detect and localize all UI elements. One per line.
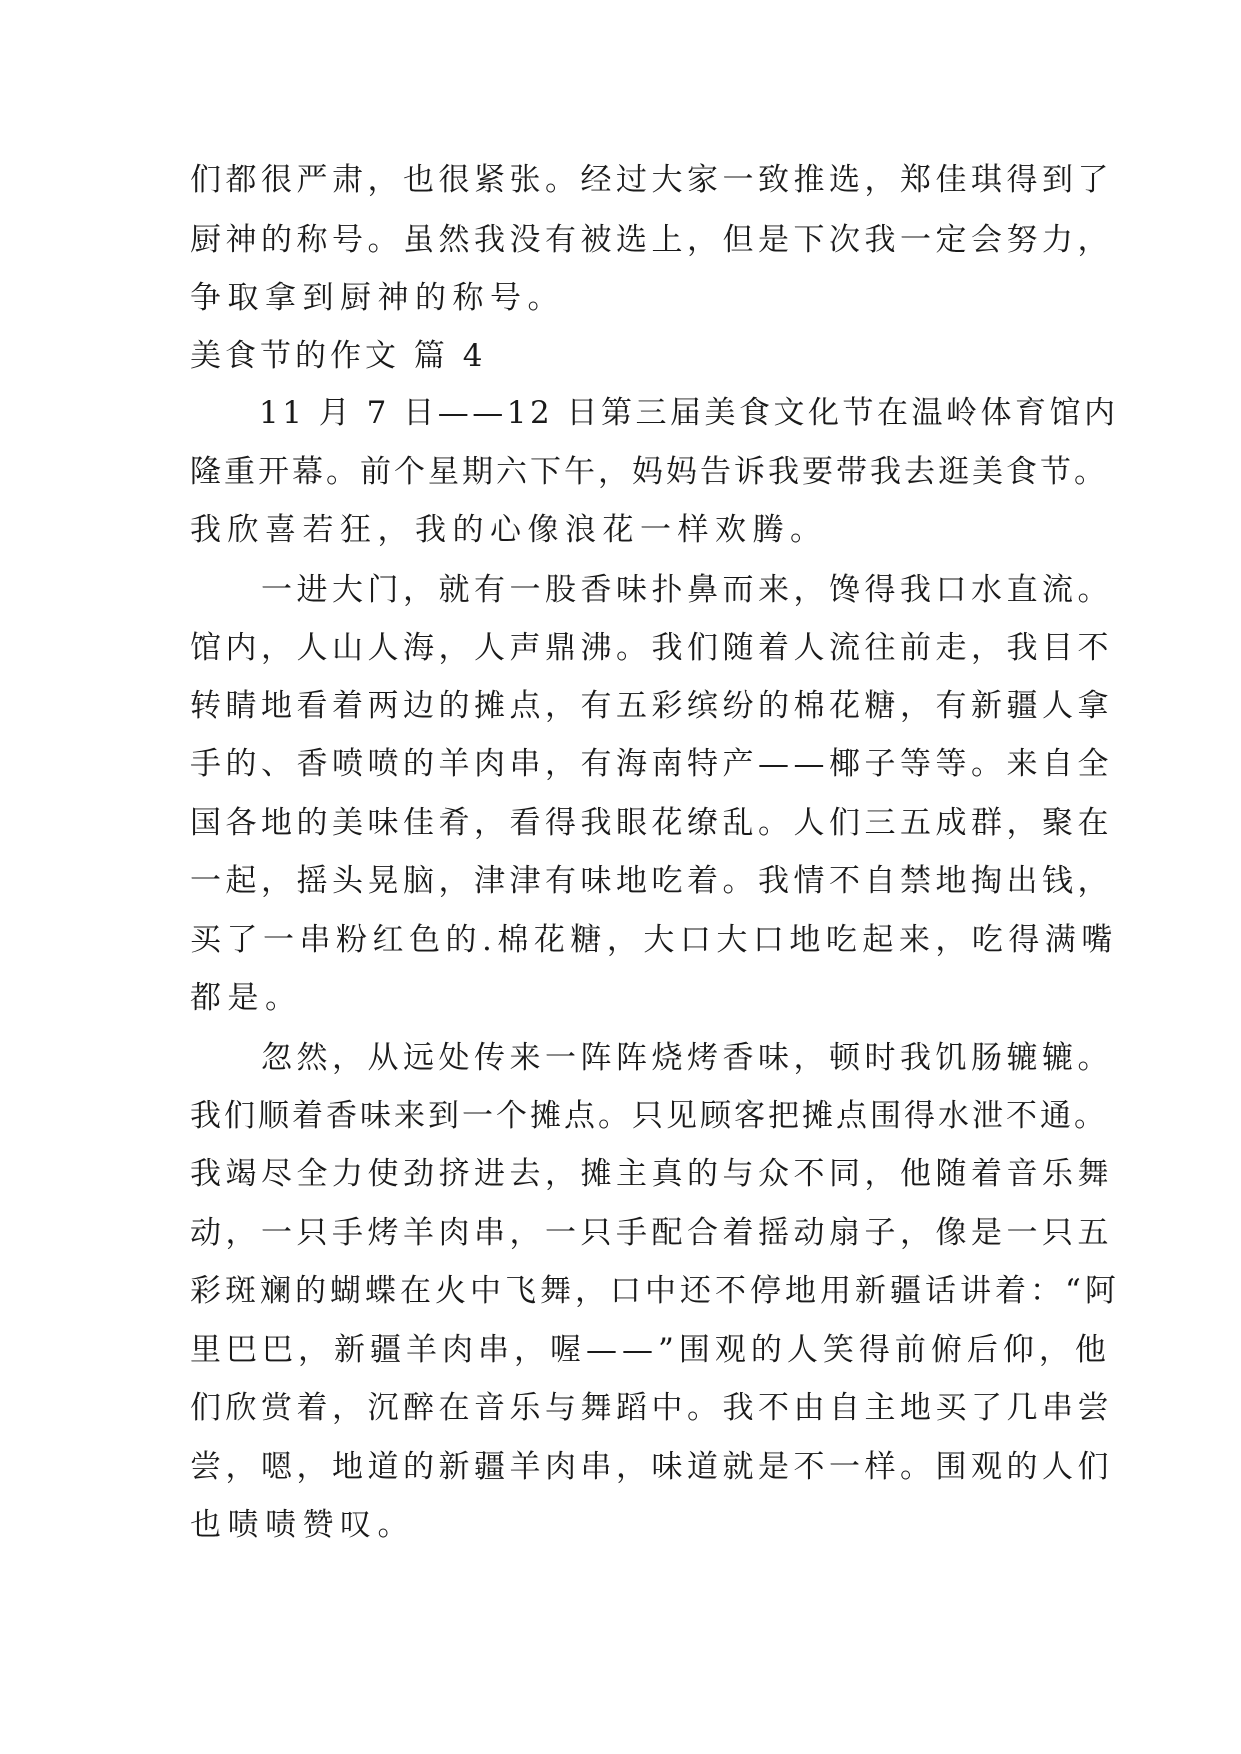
text-line: 厨神的称号。虽然我没有被选上，但是下次我一定会努力， (190, 222, 1113, 258)
text-line: 国各地的美味佳肴，看得我眼花缭乱。人们三五成群，聚在 (190, 805, 1113, 841)
text-line: 我们顺着香味来到一个摊点。只见顾客把摊点围得水泄不通。 (190, 1098, 1108, 1134)
text-line: 们都很严肃，也很紧张。经过大家一致推选，郑佳琪得到了 (190, 162, 1113, 198)
text-line: 尝，嗯，地道的新疆羊肉串，味道就是不一样。围观的人们 (190, 1449, 1113, 1485)
text-line: 我竭尽全力使劲挤进去，摊主真的与众不同，他随着音乐舞 (190, 1156, 1113, 1192)
text-line: 馆内，人山人海，人声鼎沸。我们随着人流往前走，我目不 (190, 630, 1113, 666)
text-line: 动，一只手烤羊肉串，一只手配合着摇动扇子，像是一只五 (190, 1215, 1113, 1251)
text-line: 争取拿到厨神的称号。 (190, 280, 565, 316)
text-line: 也啧啧赞叹。 (190, 1507, 415, 1543)
text-line: 忽然，从远处传来一阵阵烧烤香味，顿时我饥肠辘辘。 (190, 1040, 1113, 1076)
section-heading: 美食节的作文 篇 4 (190, 338, 487, 374)
text-line: 一起，摇头晃脑，津津有味地吃着。我情不自禁地掏出钱， (190, 863, 1113, 899)
text-line: 买了一串粉红色的.棉花糖，大口大口地吃起来，吃得满嘴 (190, 922, 1118, 958)
text-line: 里巴巴，新疆羊肉串，喔——”围观的人笑得前俯后仰，他 (190, 1332, 1111, 1368)
text-line: 手的、香喷喷的羊肉串，有海南特产——椰子等等。来自全 (190, 746, 1113, 782)
text-line: 11 月 7 日——12 日第三届美食文化节在温岭体育馆内 (190, 395, 1119, 431)
text-line: 转睛地看着两边的摊点，有五彩缤纷的棉花糖，有新疆人拿 (190, 688, 1113, 724)
text-line: 我欣喜若狂，我的心像浪花一样欢腾。 (190, 512, 828, 548)
text-line: 彩斑斓的蝴蝶在火中飞舞，口中还不停地用新疆话讲着：“阿 (190, 1273, 1120, 1309)
text-line: 都是。 (190, 980, 303, 1016)
text-line: 隆重开幕。前个星期六下午，妈妈告诉我要带我去逛美食节。 (190, 454, 1108, 490)
text-line: 一进大门，就有一股香味扑鼻而来，馋得我口水直流。 (190, 572, 1113, 608)
text-line: 们欣赏着，沉醉在音乐与舞蹈中。我不由自主地买了几串尝 (190, 1390, 1113, 1426)
